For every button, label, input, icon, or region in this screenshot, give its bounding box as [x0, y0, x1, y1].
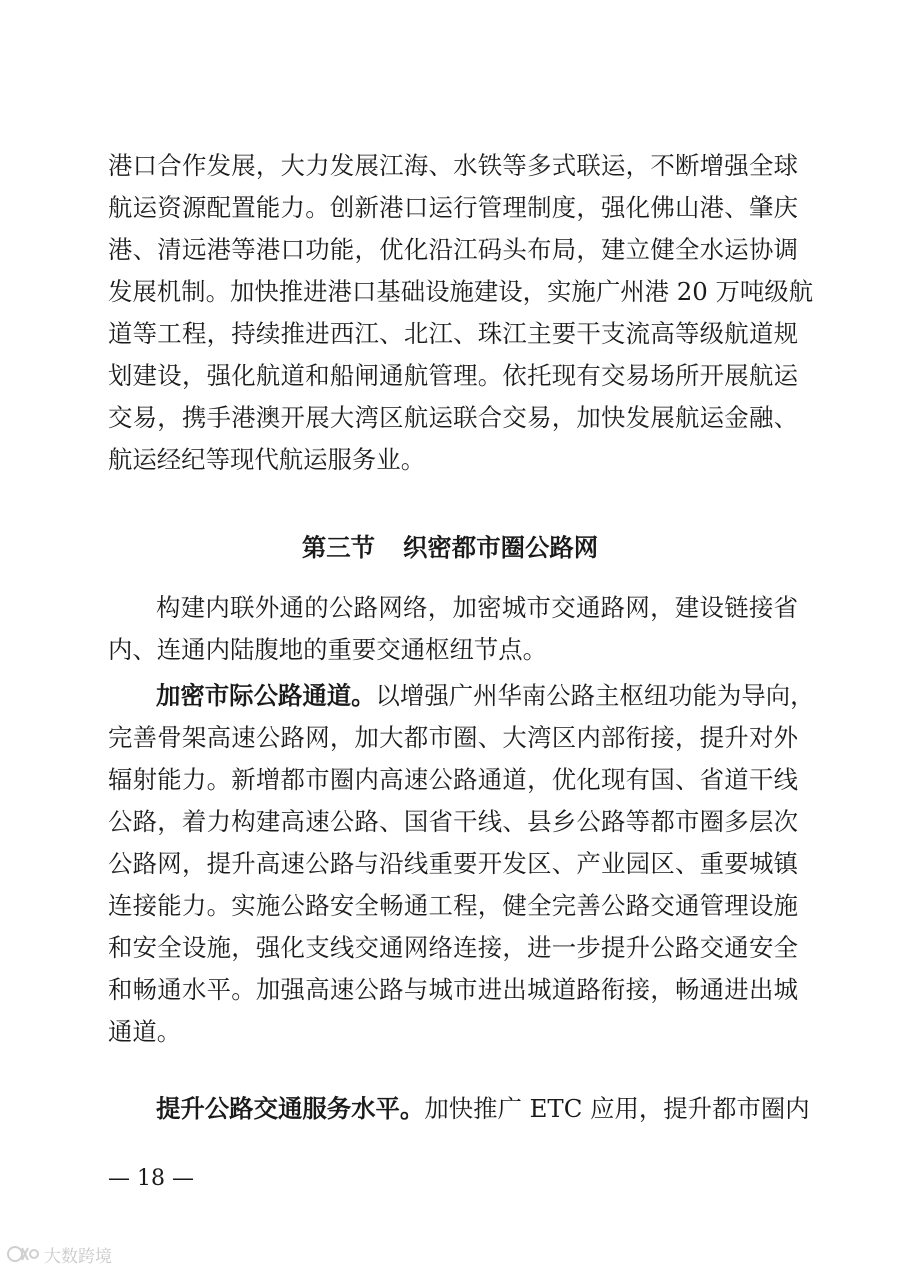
text-line: 航运经纪等现代航运服务业。 [108, 445, 426, 474]
text-line: 航运资源配置能力。创新港口运行管理制度，强化佛山港、肇庆 [108, 193, 798, 222]
paragraph-road-network-intro [108, 587, 798, 671]
text-line: 构建内联外通的公路网络，加密城市交通路网，建设链接省 [156, 593, 798, 622]
watermark [6, 1240, 112, 1268]
paragraph-port-cooperation [108, 145, 814, 481]
bold-lead: 提升公路交通服务水平。 [156, 1094, 425, 1123]
text-line: 公路网，提升高速公路与沿线重要开发区、产业园区、重要城镇 [108, 849, 798, 878]
text-line: 内、连通内陆腹地的重要交通枢纽节点。 [108, 635, 548, 664]
bold-lead: 加密市际公路通道。 [156, 681, 376, 710]
paragraph-intercity-roads [108, 675, 815, 1053]
watermark-logo-icon [6, 1242, 40, 1266]
text-line: 连接能力。实施公路安全畅通工程，健全完善公路交通管理设施 [108, 891, 798, 920]
text-line: 发展机制。加快推进港口基础设施建设，实施广州港 20 万吨级航 [108, 277, 814, 306]
text-line: 港、清远港等港口功能，优化沿江码头布局，建立健全水运协调 [108, 235, 798, 264]
text-line: 和畅通水平。加强高速公路与城市进出城道路衔接，畅通进出城 [108, 975, 798, 1004]
section-number: 第三节 [301, 533, 376, 562]
watermark-text: 大数跨境 [44, 1246, 112, 1267]
page-number: — 18 — [108, 1166, 194, 1191]
text-line: 港口合作发展，大力发展江海、水铁等多式联运，不断增强全球 [108, 151, 798, 180]
section-title: 织密都市圈公路网 [403, 533, 599, 562]
text-line: 辐射能力。新增都市圈内高速公路通道，优化现有国、省道干线 [108, 765, 798, 794]
lead-rest: 以增强广州华南公路主枢纽功能为导向， [375, 681, 815, 710]
lead-rest: 加快推广 ETC 应用，提升都市圈内 [424, 1094, 810, 1123]
text-line: 完善骨架高速公路网，加大都市圈、大湾区内部衔接，提升对外 [108, 723, 798, 752]
text-line: 公路，着力构建高速公路、国省干线、县乡公路等都市圈多层次 [108, 807, 798, 836]
text-line-first [108, 1088, 810, 1130]
text-line: 交易，携手港澳开展大湾区航运联合交易，加快发展航运金融、 [108, 403, 798, 432]
text-line: 划建设，强化航道和船闸通航管理。依托现有交易场所开展航运 [108, 361, 798, 390]
text-line: 通道。 [108, 1017, 182, 1046]
section-heading [0, 527, 900, 569]
text-line: 和安全设施，强化支线交通网络连接，进一步提升公路交通安全 [108, 933, 798, 962]
paragraph-road-service [108, 1088, 810, 1130]
text-line: 道等工程，持续推进西江、北江、珠江主要干支流高等级航道规 [108, 319, 798, 348]
text-line-first [108, 675, 815, 717]
